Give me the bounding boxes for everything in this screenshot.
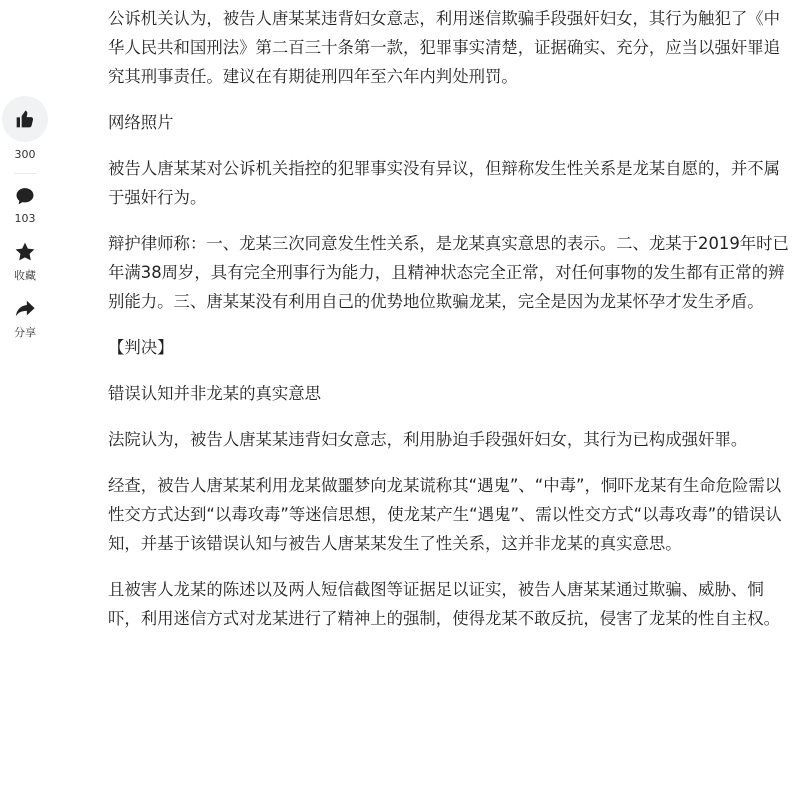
paragraph-defense-lawyer: 辩护律师称：一、龙某三次同意发生性关系，是龙某真实意思的表示。二、龙某于2019年时已年满38周岁，具有完全刑事行为能力，且精神状态完全正常，对任何事物的发生都有正常的辨别能力。三、唐某某没有利用自己的优势地位欺骗龙某，完全是因为龙某怀孕才发生矛盾。 [108, 234, 789, 311]
image-caption: 网络照片 [108, 113, 174, 132]
paragraph-defendant-plea: 被告人唐某某对公诉机关指控的犯罪事实没有异议，但辩称发生性关系是龙某自愿的，并不属于强奸行为。 [108, 159, 781, 207]
article-body [108, 4, 792, 633]
star-icon[interactable] [14, 241, 36, 263]
subheading: 错误认知并非龙某的真实意思 [108, 384, 322, 403]
favorite-label: 收藏 [14, 269, 36, 282]
share-arrow-icon[interactable] [14, 298, 36, 320]
share-button[interactable] [0, 298, 50, 339]
comment-bubble-icon[interactable] [15, 186, 35, 206]
favorite-button[interactable] [0, 241, 50, 282]
like-icon-circle[interactable] [2, 96, 48, 142]
paragraph-investigation: 经查，被告人唐某某利用龙某做噩梦向龙某谎称其“遇鬼”、“中毒”，恫吓龙某有生命危险需以性交方式达到“以毒攻毒”等迷信思想，使龙某产生“遇鬼”、需以性交方式“以毒攻毒”的错误认知，并基于该错误认知与被告人唐某某发生了性关系，这并非龙某的真实意思。 [108, 476, 782, 553]
thumbs-up-icon [15, 109, 35, 129]
paragraph-court-opinion: 法院认为，被告人唐某某违背妇女意志，利用胁迫手段强奸妇女，其行为已构成强奸罪。 [108, 430, 748, 449]
like-button[interactable] [0, 96, 50, 161]
paragraph-evidence: 且被害人龙某的陈述以及两人短信截图等证据足以证实，被告人唐某某通过欺骗、威胁、恫吓，利用迷信方式对龙某进行了精神上的强制，使得龙某不敢反抗，侵害了龙某的性自主权。 [108, 580, 781, 628]
share-label: 分享 [14, 326, 36, 339]
section-heading-judgment: 【判决】 [108, 338, 174, 357]
comment-count: 103 [14, 212, 36, 225]
action-sidebar [0, 96, 50, 339]
like-count: 300 [14, 148, 36, 161]
paragraph-prosecution-opinion: 公诉机关认为，被告人唐某某违背妇女意志，利用迷信欺骗手段强奸妇女，其行为触犯了《中华人民共和国刑法》第二百三十条第一款，犯罪事实清楚，证据确实、充分，应当以强奸罪追究其刑事责任。建议在有期徒刑四年至六年内判处刑罚。 [108, 9, 781, 86]
comment-button[interactable] [0, 186, 50, 225]
sidebar-divider [14, 173, 36, 174]
